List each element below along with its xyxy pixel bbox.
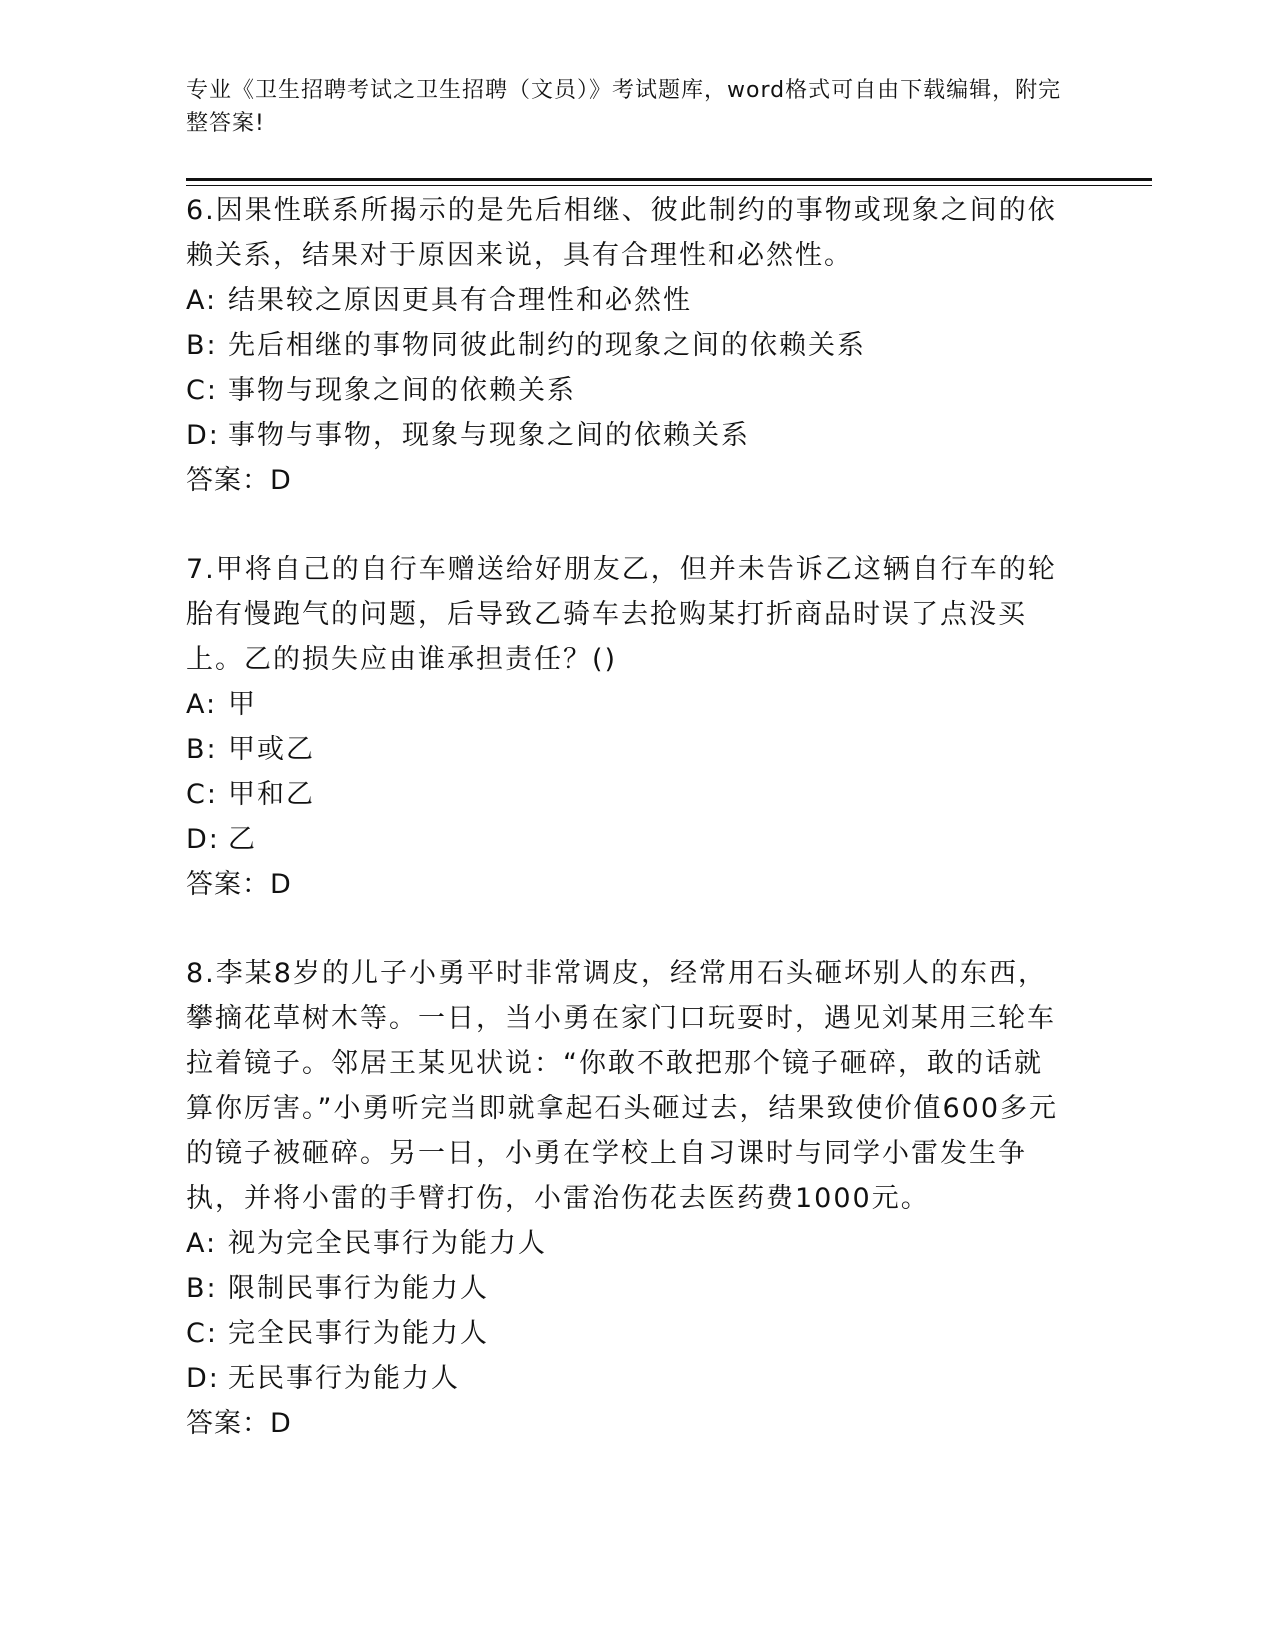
option-d — [186, 817, 1066, 862]
question-stem: 6.因果性联系所揭示的是先后相继、彼此制约的事物或现象之间的依赖关系，结果对于原因来说，具有合理性和必然性。 — [186, 195, 1057, 271]
option-b — [186, 1266, 1066, 1311]
option-c — [186, 772, 1066, 817]
option-text: 视为完全民事行为能力人 — [228, 1228, 547, 1259]
option-text: 先后相继的事物同彼此制约的现象之间的依赖关系 — [228, 330, 866, 361]
question-list — [186, 188, 1066, 1490]
option-b — [186, 323, 1066, 368]
option-letter: D: — [186, 420, 220, 451]
option-d — [186, 413, 1066, 458]
document-header: 专业《卫生招聘考试之卫生招聘（文员）》考试题库，word格式可自由下载编辑，附完整答案! — [186, 78, 1062, 136]
option-c — [186, 1311, 1066, 1356]
option-text: 限制民事行为能力人 — [228, 1273, 489, 1304]
option-text: 乙 — [228, 824, 257, 855]
option-text: 事物与现象之间的依赖关系 — [228, 375, 576, 406]
option-a — [186, 278, 1066, 323]
option-c — [186, 368, 1066, 413]
header-rule-thin — [186, 185, 1152, 186]
option-text: 完全民事行为能力人 — [228, 1318, 489, 1349]
option-d — [186, 1356, 1066, 1401]
option-letter: B: — [186, 330, 218, 361]
option-letter: D: — [186, 1363, 220, 1394]
option-a — [186, 682, 1066, 727]
option-b — [186, 727, 1066, 772]
header-rule-thick — [186, 178, 1152, 181]
answer-line: 答案：D — [186, 465, 292, 496]
question-stem: 8.李某8岁的儿子小勇平时非常调皮，经常用石头砸坏别人的东西，攀摘花草树木等。一日，当小勇在家门口玩耍时，遇见刘某用三轮车拉着镜子。邻居王某见状说：“你敢不敢把那个镜子砸碎，敢的话就算你厉害。”小勇听完当即就拿起石头砸过去，结果致使价值600多元的镜子被砸碎。另一日，小勇在学校上自习课时与同学小雷发生争执，并将小雷的手臂打伤，小雷治伤花去医药费1000元。 — [186, 958, 1059, 1214]
option-letter: B: — [186, 734, 218, 765]
question-8 — [186, 951, 1066, 1446]
question-7 — [186, 547, 1066, 907]
option-letter: C: — [186, 1318, 218, 1349]
option-text: 甲或乙 — [228, 734, 315, 765]
option-letter: C: — [186, 779, 218, 810]
question-stem: 7.甲将自己的自行车赠送给好朋友乙，但并未告诉乙这辆自行车的轮胎有慢跑气的问题，后导致乙骑车去抢购某打折商品时误了点没买上。乙的损失应由谁承担责任？() — [186, 554, 1057, 675]
option-text: 甲和乙 — [228, 779, 315, 810]
option-a — [186, 1221, 1066, 1266]
option-text: 无民事行为能力人 — [228, 1363, 460, 1394]
option-letter: B: — [186, 1273, 218, 1304]
answer-line: 答案：D — [186, 1408, 292, 1439]
option-letter: A: — [186, 1228, 218, 1259]
option-letter: C: — [186, 375, 218, 406]
answer-line: 答案：D — [186, 869, 292, 900]
option-letter: A: — [186, 285, 218, 316]
question-6 — [186, 188, 1066, 503]
option-text: 事物与事物，现象与现象之间的依赖关系 — [228, 420, 750, 451]
option-letter: A: — [186, 689, 218, 720]
option-text: 结果较之原因更具有合理性和必然性 — [228, 285, 692, 316]
option-text: 甲 — [228, 689, 257, 720]
option-letter: D: — [186, 824, 220, 855]
